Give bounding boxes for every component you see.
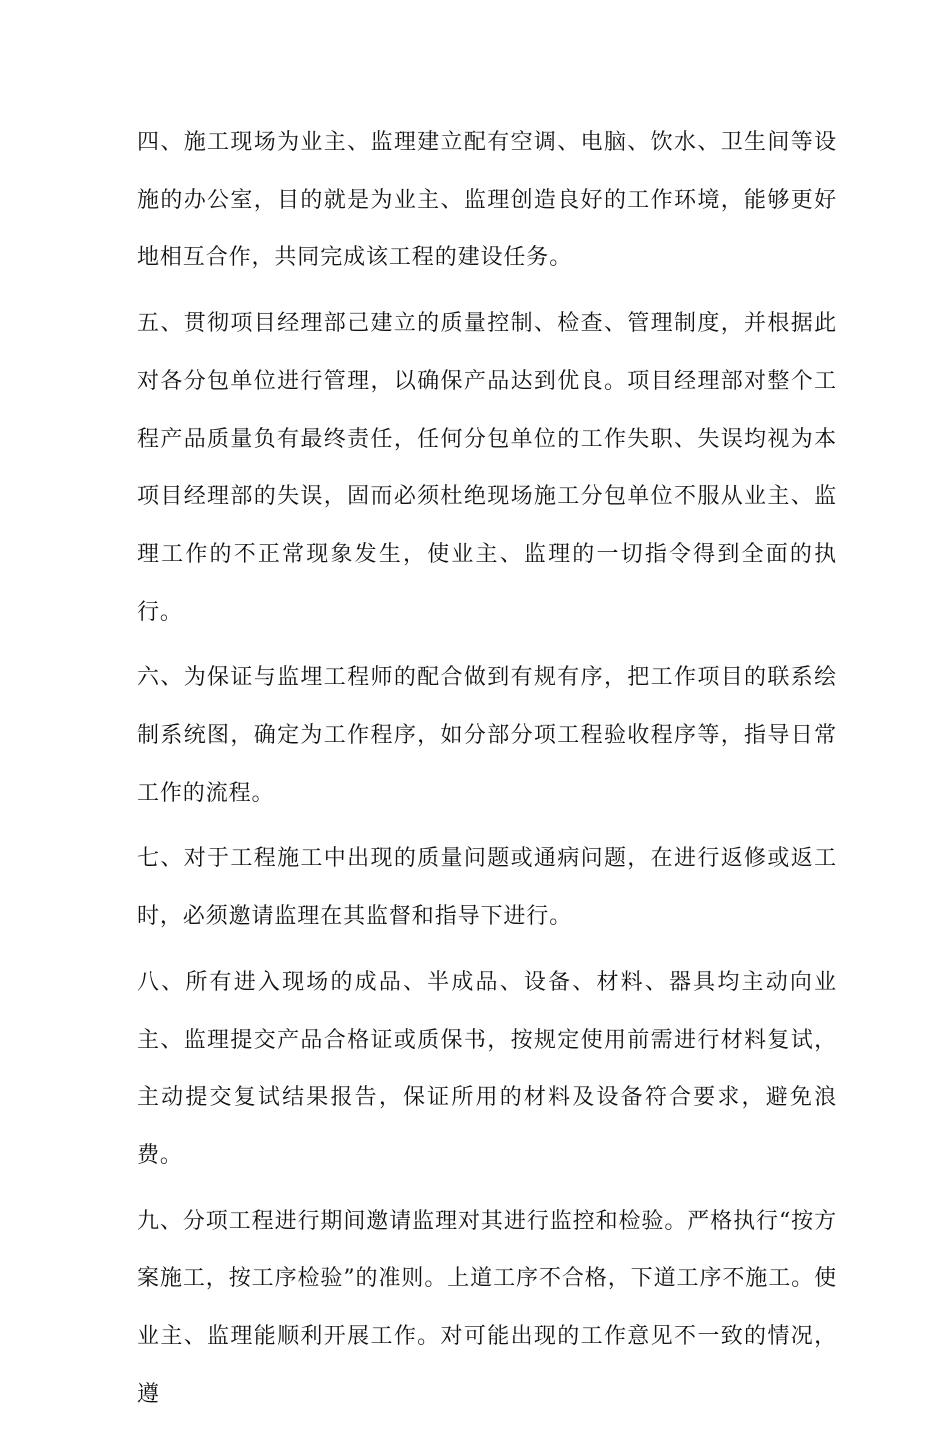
document-body (137, 114, 837, 1431)
paragraph-5: 五、贯彻项目经理部己建立的质量控制、检查、管理制度，并根据此对各分包单位进行管理，以确保产品达到优良。项目经理部对整个工程产品质量负有最终责任，任何分包单位的工作失职、失误均视为本项目经理部的失误，固而必须杜绝现场施工分包单位不服从业主、监理工作的不正常现象发生，使业主、监理的一切指令得到全面的执行。 (137, 311, 837, 625)
paragraph-9: 九、分项工程进行期间邀请监理对其进行监控和检验。严格执行“按方案施工，按工序检验”的准则。上道工序不合格，下道工序不施工。使业主、监理能顺利开展工作。对可能出现的工作意见不一致的情况，遵 (137, 1208, 837, 1407)
paragraph-4: 四、施工现场为业主、监理建立配有空调、电脑、饮水、卫生间等设施的办公室，目的就是为业主、监理创造良好的工作环境，能够更好地相互合作，共同完成该工程的建设任务。 (137, 130, 837, 271)
paragraph-7: 七、对于工程施工中出现的质量问题或通病问题，在进行返修或返工时，必须邀请监理在其监督和指导下进行。 (137, 846, 837, 930)
paragraph-8: 八、所有进入现场的成品、半成品、设备、材料、器具均主动向业主、监理提交产品合格证或质保书，按规定使用前需进行材料复试，主动提交复试结果报告，保证所用的材料及设备符合要求，避免浪费。 (137, 969, 837, 1168)
paragraph-6: 六、为保证与监埋工程师的配合做到有规有序，把工作项目的联系绘制系统图，确定为工作程序，如分部分项工程验收程序等，指导日常工作的流程。 (137, 665, 837, 806)
